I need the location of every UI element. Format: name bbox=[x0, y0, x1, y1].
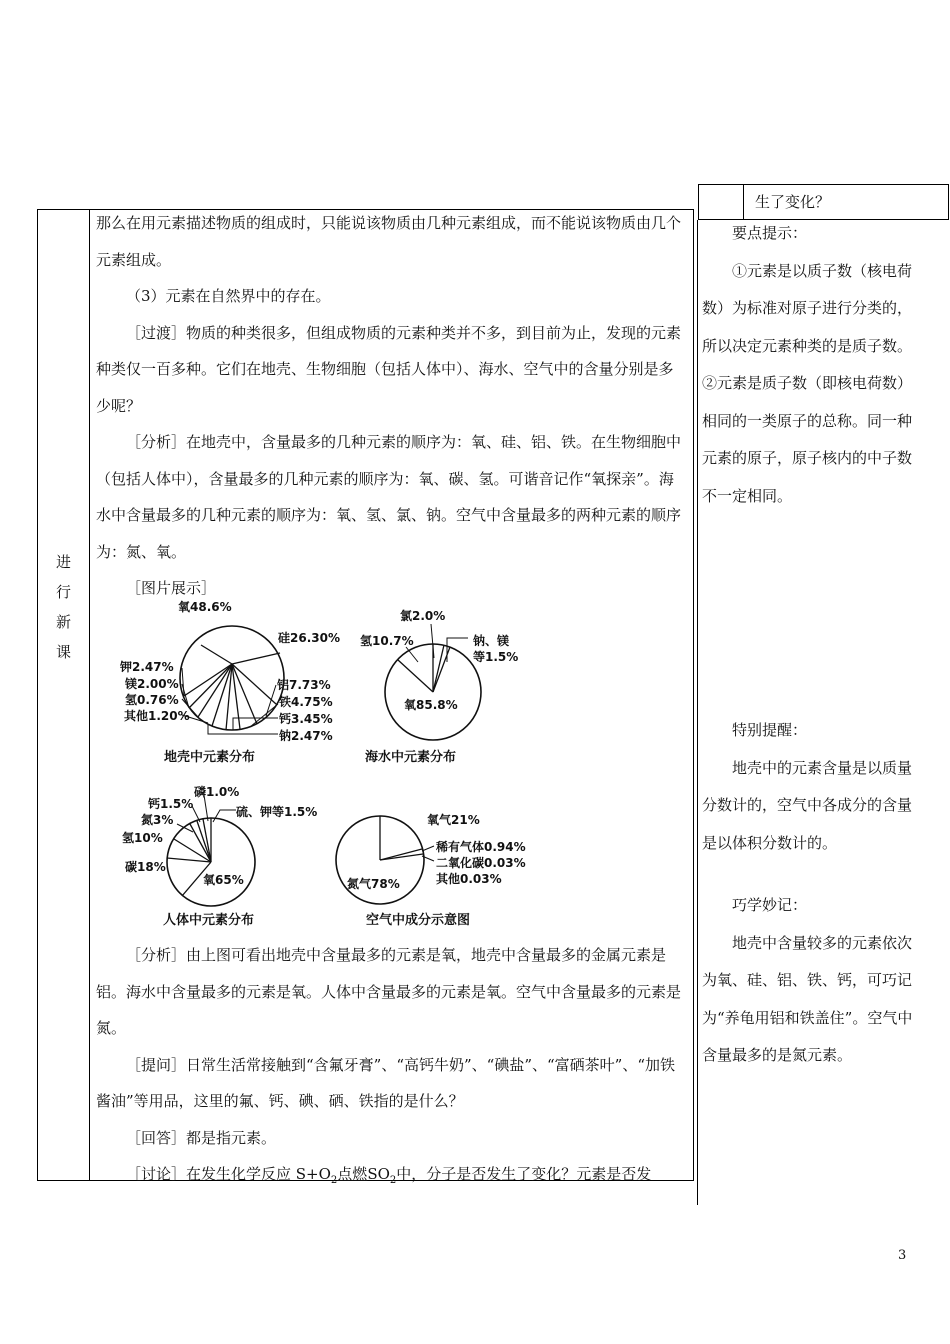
main-text-bottom bbox=[96, 937, 688, 1200]
reaction-condition: 点燃 bbox=[337, 1165, 368, 1183]
sea-label-NaMg-1: 钠、镁 bbox=[473, 634, 510, 648]
label-char: 行 bbox=[55, 583, 71, 601]
side-notes-1 bbox=[702, 215, 915, 515]
air-pie bbox=[336, 812, 526, 928]
para-6: ［分析］由上图可看出地壳中含量最多的元素是氧，地壳中含量最多的金属元素是铝。海水中含量最多的元素是氧。人体中含量最多的元素是氧。空气中含量最多的元素是氮。 bbox=[96, 946, 682, 1037]
side-text-reminder: 地壳中的元素含量是以质量分数计的，空气中各成分的含量是以体积分数计的。 bbox=[702, 758, 913, 852]
sea-pie bbox=[360, 608, 518, 765]
label-char: 课 bbox=[55, 643, 71, 661]
side-text-mnemonic: 地壳中含量较多的元素依次为氧、硅、铝、铁、钙，可巧记为“养龟用铝和铁盖住”。空气中含量最多的是氮元素。 bbox=[702, 933, 913, 1064]
air-title: 空气中成分示意图 bbox=[366, 913, 471, 928]
label-char: 新 bbox=[55, 613, 71, 631]
crust-slice-line bbox=[184, 664, 232, 696]
crust-label-other: 其他1.20% bbox=[124, 709, 190, 723]
para-9-sub2: 2 bbox=[389, 1175, 397, 1186]
main-text-top bbox=[96, 205, 688, 607]
para-8: ［回答］都是指元素。 bbox=[126, 1128, 277, 1147]
side-heading-reminder: 特别提醒： bbox=[732, 721, 808, 739]
crust-label-Mg: 镁2.00% bbox=[125, 677, 179, 691]
crust-label-Na: 钠2.47% bbox=[279, 729, 333, 743]
body-label-N: 氮3% bbox=[141, 813, 174, 827]
body-label-C: 碳18% bbox=[125, 860, 166, 874]
sea-slice-line bbox=[398, 660, 433, 692]
side-text-key-points: ①元素是以质子数（核电荷数）为标准对原子进行分类的，所以决定元素种类的是质子数。②元素是质子数（即核电荷数）相同的一类原子的总称。同一种元素的原子，原子核内的中子数不一定相同。 bbox=[702, 261, 913, 505]
sea-label-Cl: 氯2.0% bbox=[400, 609, 446, 623]
body-label-O: 氧65% bbox=[203, 873, 244, 887]
para-9-b: SO bbox=[367, 1165, 390, 1183]
sea-title: 海水中元素分布 bbox=[365, 750, 457, 765]
crust-slice-line bbox=[232, 653, 280, 664]
label-char: 进 bbox=[55, 553, 71, 571]
para-1: 那么在用元素描述物质的组成时，只能说该物质由几种元素组成，而不能说该物质由几个元素组成。 bbox=[96, 214, 682, 269]
air-label-rare: 稀有气体0.94% bbox=[436, 840, 526, 854]
body-label-SK: 硫、钾等1.5% bbox=[236, 805, 318, 819]
air-label-N2: 氮气78% bbox=[347, 877, 400, 891]
side-notes-3 bbox=[702, 887, 915, 1075]
crust-label-Si: 硅26.30% bbox=[278, 631, 340, 645]
side-notes-2 bbox=[702, 712, 915, 862]
body-pie bbox=[122, 784, 317, 928]
side-top-text: 生了变化？ bbox=[755, 193, 831, 211]
air-label-co2: 二氧化碳0.03% bbox=[436, 856, 526, 870]
para-4: ［分析］在地壳中，含量最多的几种元素的顺序为：氧、硅、铝、铁。在生物细胞中（包括人体中），含量最多的几种元素的顺序为：氧、碳、氢。可谐音记作“氧探亲”。海水中含量最多的几种元素的顺序为：氧、氢、氯、钠。空气中含量最多的两种元素的顺序为：氮、氧。 bbox=[96, 433, 682, 561]
body-title: 人体中元素分布 bbox=[163, 913, 255, 928]
crust-label-Fe: 铁4.75% bbox=[279, 695, 333, 709]
para-9 bbox=[96, 1156, 688, 1200]
crust-label-O: 氧48.6% bbox=[178, 600, 232, 614]
page-number: 3 bbox=[898, 1248, 907, 1263]
charts-figure bbox=[100, 592, 560, 932]
body-label-H: 氢10% bbox=[122, 831, 163, 845]
body-label-Ca: 钙1.5% bbox=[148, 797, 194, 811]
side-divider bbox=[697, 220, 698, 1205]
para-2: （3）元素在自然界中的存在。 bbox=[126, 287, 331, 305]
body-label-P: 磷1.0% bbox=[194, 785, 240, 799]
air-label-O2: 氧气21% bbox=[427, 813, 480, 827]
crust-title: 地壳中元素分布 bbox=[164, 750, 256, 765]
section-label bbox=[38, 547, 89, 667]
air-label-other: 其他0.03% bbox=[436, 872, 502, 886]
para-7: ［提问］日常生活常接触到“含氟牙膏”、“高钙牛奶”、“碘盐”、“富硒茶叶”、“加铁酱油”等用品，这里的氟、钙、碘、硒、铁指的是什么？ bbox=[96, 1055, 676, 1110]
sea-label-H: 氢10.7% bbox=[360, 634, 414, 648]
crust-label-K: 钾2.47% bbox=[120, 660, 174, 674]
crust-slice-line bbox=[198, 664, 232, 717]
para-9-c: 中，分子是否发生了变化？元素是否发 bbox=[396, 1165, 652, 1183]
crust-slice-line bbox=[232, 664, 276, 704]
para-9-sub1: 2 bbox=[330, 1175, 338, 1186]
crust-label-Ca: 钙3.45% bbox=[279, 712, 333, 726]
side-heading-mnemonic: 巧学妙记： bbox=[732, 896, 808, 914]
crust-slice-line bbox=[201, 645, 232, 664]
para-3: ［过渡］物质的种类很多，但组成物质的元素种类并不多，到目前为止，发现的元素种类仅一百多种。它们在地壳、生物细胞（包括人体中）、海水、空气中的含量分别是多少呢？ bbox=[96, 323, 682, 415]
side-heading-key-points: 要点提示： bbox=[732, 224, 808, 242]
crust-pie bbox=[119, 599, 340, 765]
sea-label-O: 氧85.8% bbox=[404, 698, 458, 712]
crust-label-H: 氢0.76% bbox=[125, 693, 179, 707]
sea-label-NaMg-2: 等1.5% bbox=[473, 650, 519, 664]
para-9-a: ［讨论］在发生化学反应 S+O bbox=[126, 1165, 331, 1183]
crust-label-Al: 铝7.73% bbox=[277, 678, 331, 692]
para-5: ［图片展示］ bbox=[126, 579, 217, 597]
